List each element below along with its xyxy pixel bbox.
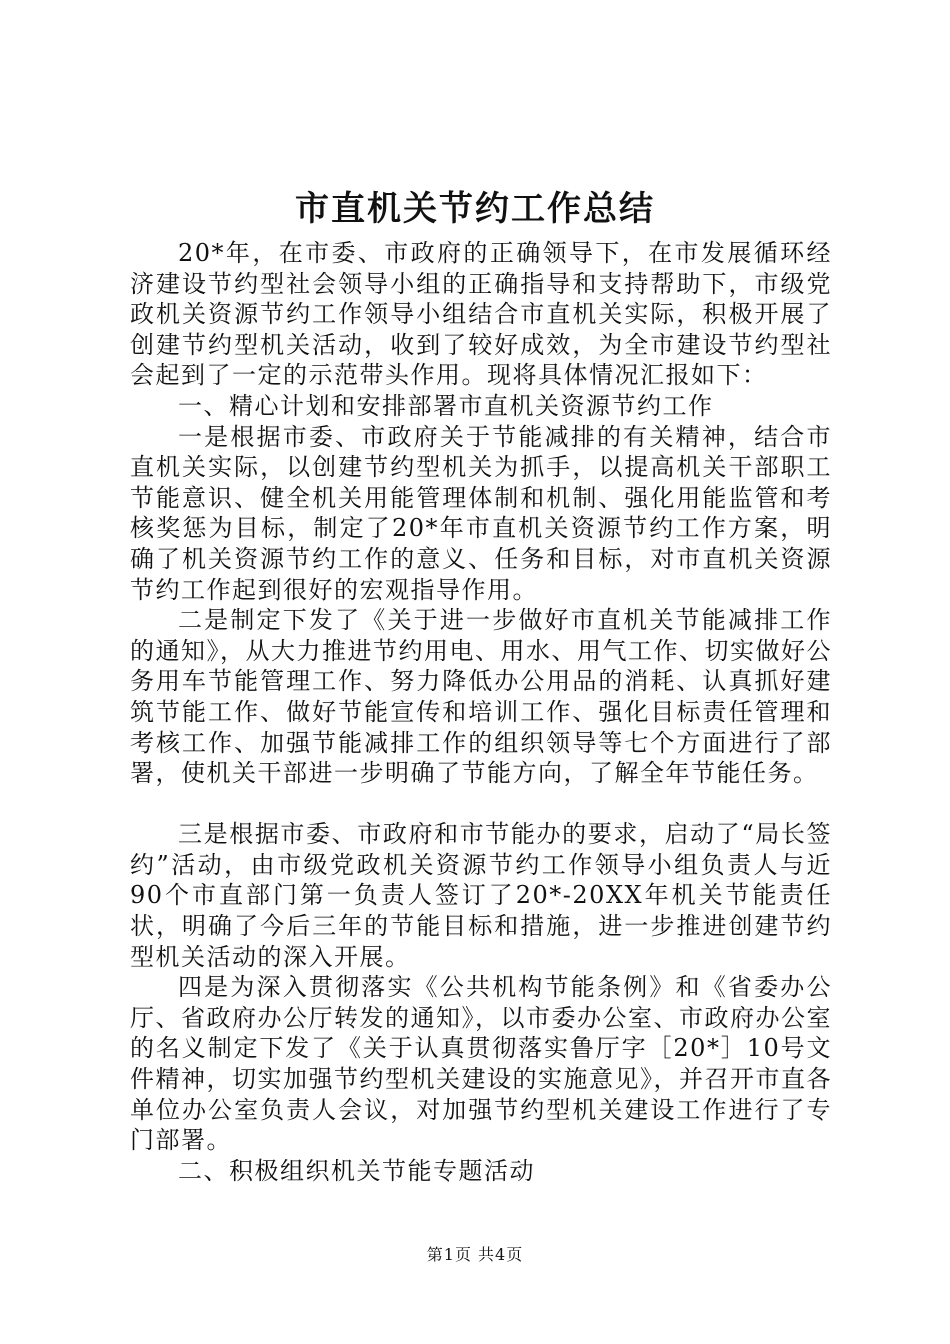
paragraph-item-3: 三是根据市委、市政府和市节能办的要求，启动了“局长签约”活动，由市级党政机关资源节约工作领导小组负责人与近90个市直部门第一负责人签订了20*-20XX年机关节能责任状，明确了今后三年的节能目标和措施，进一步推进创建节约型机关活动的深入开展。 xyxy=(130,820,832,971)
section-heading-2: 二、积极组织机关节能专题活动 xyxy=(178,1156,535,1185)
paragraph-item-4: 四是为深入贯彻落实《公共机构节能条例》和《省委办公厅、省政府办公厅转发的通知》，以市委办公室、市政府办公室的名义制定下发了《关于认真贯彻落实鲁厅字［20*］10号文件精神，切实加强节约型机关建设的实施意见》，并召开市直各单位办公室负责人会议，对加强节约型机关建设工作进行了专门部署。 xyxy=(130,973,832,1155)
document-body xyxy=(130,238,832,1186)
section-heading-1: 一、精心计划和安排部署市直机关资源节约工作 xyxy=(178,391,714,420)
paragraph-item-1: 一是根据市委、市政府关于节能减排的有关精神，结合市直机关实际，以创建节约型机关为抓手，以提高机关干部职工节能意识、健全机关用能管理体制和机制、强化用能监管和考核奖惩为目标，制定了20*年市直机关资源节约工作方案，明确了机关资源节约工作的意义、任务和目标，对市直机关资源节约工作起到很好的宏观指导作用。 xyxy=(130,422,832,604)
page-number-footer: 第1页 共4页 xyxy=(426,1245,524,1264)
intro-paragraph: 20*年，在市委、市政府的正确领导下，在市发展循环经济建设节约型社会领导小组的正确指导和支持帮助下，市级党政机关资源节约工作领导小组结合市直机关实际，积极开展了创建节约型机关活动，收到了较好成效，为全市建设节约型社会起到了一定的示范带头作用。现将具体情况汇报如下： xyxy=(130,239,832,390)
document-title: 市直机关节约工作总结 xyxy=(295,189,655,229)
paragraph-item-2: 二是制定下发了《关于进一步做好市直机关节能减排工作的通知》，从大力推进节约用电、用水、用气工作、切实做好公务用车节能管理工作、努力降低办公用品的消耗、认真抓好建筑节能工作、做好节能宣传和培训工作、强化目标责任管理和考核工作、加强节能减排工作的组织领导等七个方面进行了部署，使机关干部进一步明确了节能方向，了解全年节能任务。 xyxy=(130,606,832,788)
